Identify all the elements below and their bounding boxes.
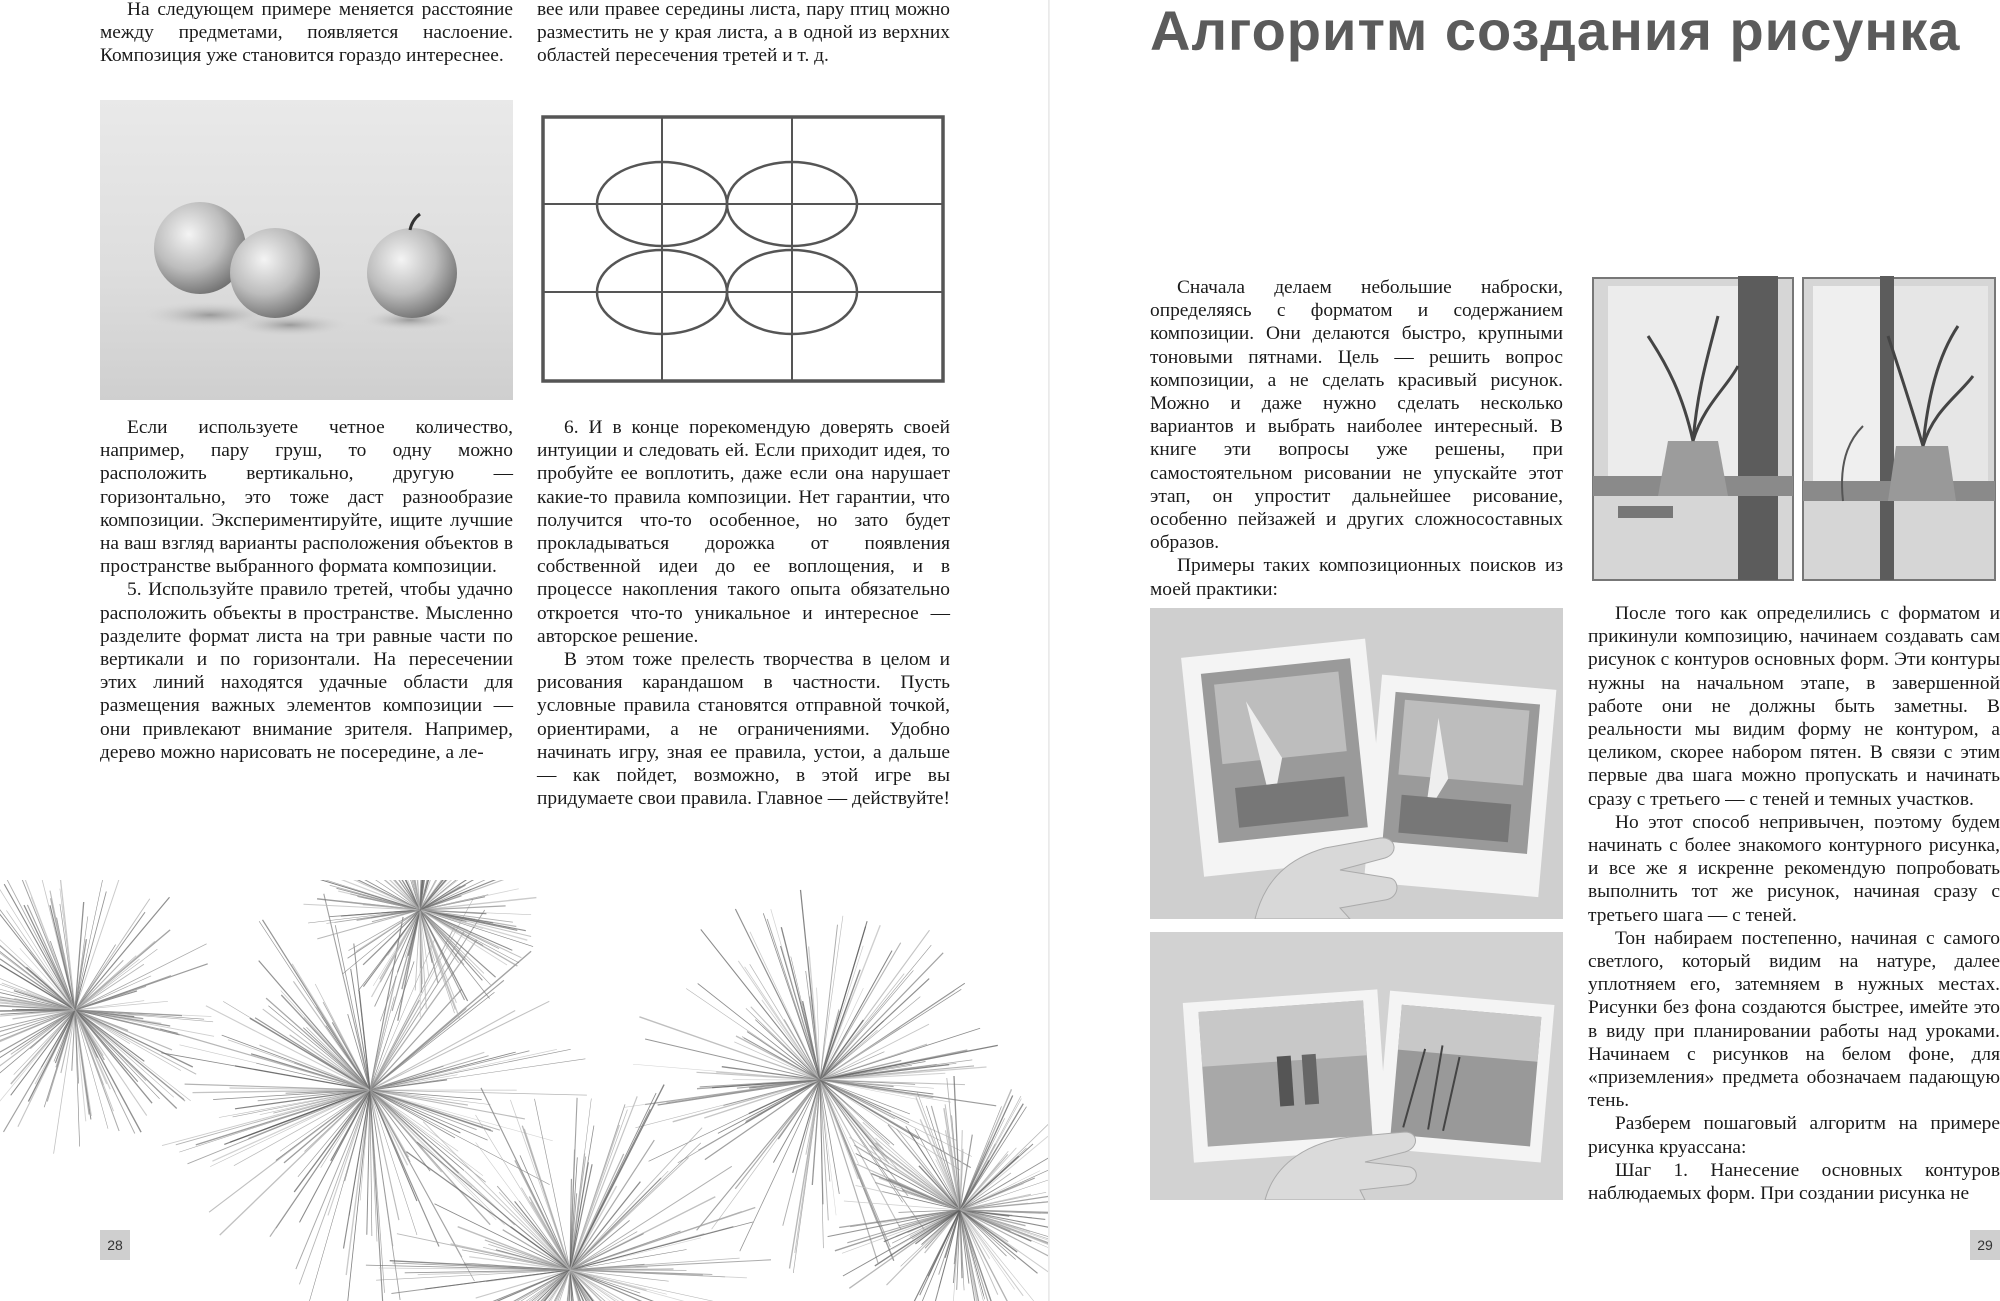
paragraph: Но этот способ непривычен, поэтому будем начинать с более знакомого контурного рисунка, и все же я искренне рекомендую попробовать выполнить тот же рисунок, начиная сразу с третьего шага — с теней.: [1588, 811, 2000, 926]
paragraph: вее или правее середины листа, пару птиц можно разместить не у края листа, а в одной из верхних областей пересечения третей и т. д.: [537, 0, 950, 67]
left-col1-bottom-text: [100, 416, 513, 764]
right-page: [1050, 0, 2000, 1301]
window-sketches-drawing: [1588, 276, 2000, 586]
paragraph: 5. Используйте правило третей, чтобы удачно расположить объекты в пространстве. Мысленно разделите формат листа на три равные части по вертикали и по горизонтали. На пересечении этих линий находятся удачные области для размещения важных элементов композиции — они привлекают внимание зрителя. Например, дерево можно нарисовать не посередине, а ле-: [100, 579, 513, 763]
right-col1-text: [1150, 276, 1563, 601]
paragraph: В этом тоже прелесть творчества в целом и рисования карандашом в частности. Пусть условные правила становятся отправной точкой, ориентирами, а не ограничениями. Удобно начинать игру, зная ее правила, устои, а дальше — как пойдет, возможно, в этой игре вы придумаете свои правила. Главное — действуйте!: [537, 649, 950, 810]
page-number-left: 28: [100, 1230, 130, 1260]
photo-hand-holding-sketches-2: [1150, 932, 1563, 1200]
paragraph: Примеры таких композиционных поисков из моей практики:: [1150, 555, 1563, 600]
rule-of-thirds-drawing: [537, 112, 950, 387]
page-number-right: 29: [1970, 1230, 2000, 1260]
right-col2-text: [1588, 602, 2000, 1205]
left-col2-top-text: [537, 0, 950, 68]
paragraph: Разберем пошаговый алгоритм на примере рисунка круассана:: [1588, 1113, 2000, 1158]
paragraph: 6. И в конце порекомендую доверять своей интуиции и следовать ей. Если приходит идея, то пробуйте ее воплотить, даже если она нарушает какие-то правила композиции. Нет гарантии, что получится что-то особенное, но зато будет прокладываться дорожка от появления собственной идеи до ее воплощения, и в процессе накопления такого опыта обязательно откроется что-то уникальное и интересное — авторское решение.: [537, 417, 950, 647]
paragraph: Сначала делаем небольшие наброски, определяясь с форматом и содержанием композиции. Они делаются быстро, крупными тоновыми пятнами. Цель — решить вопрос композиции, а не сделать красивый рисунок. Можно и даже нужно сделать несколько вариантов и выбрать наиболее интересный. В книге эти вопросы уже решены, при самостоятельном рисовании не упускайте этот этап, он упростит дальнейшее рисование, особенно пейзажей и других сложносоставных образов.: [1150, 277, 1563, 554]
left-col1-top-text: [100, 0, 513, 68]
paragraph: После того как определились с форматом и прикинули композицию, начинаем создавать сам рисунок с контуров основных форм. Эти контуры нужны на начальном этапе, в завершенной работе они не должны быть заметны. В реальности мы видим форму не контуром, а целиком, скорее набором пятен. В связи с этим первые два шага можно пропускать и начинать сразу с третьего — с теней и темных участков.: [1588, 603, 2000, 810]
paragraph: На следующем примере меняется расстояние между предметами, появляется наслоение. Композиция уже становится гораздо интереснее.: [100, 0, 513, 67]
paragraph: Если используете четное количество, например, пару груш, то одну можно расположить вертикально, другую — горизонтально, это тоже даст разнообразие композиции. Экспериментируйте, ищите лучшие на ваш взгляд варианты расположения объектов в пространстве выбранного формата композиции.: [100, 417, 513, 578]
left-col2-bottom-text: [537, 416, 950, 810]
decorative-starburst-drawing: [0, 880, 1050, 1301]
paragraph: Тон набираем постепенно, начиная с самого светлого, который видим на натуре, далее уплотняем его, затемняем в нужных местах. Рисунки без фона создаются быстрее, имейте это в виду при планировании работы над уроками. Начинаем с рисунков на белом фоне, для «приземления» предмета обозначаем падающую тень.: [1588, 927, 2000, 1112]
paragraph: Шаг 1. Нанесение основных контуров наблюдаемых форм. При создании рисунка не: [1588, 1159, 2000, 1205]
chapter-title: Алгоритм создания рисунка: [1150, 0, 1961, 62]
photo-hand-holding-sketches-1: [1150, 608, 1563, 919]
apples-photo: [100, 100, 513, 400]
